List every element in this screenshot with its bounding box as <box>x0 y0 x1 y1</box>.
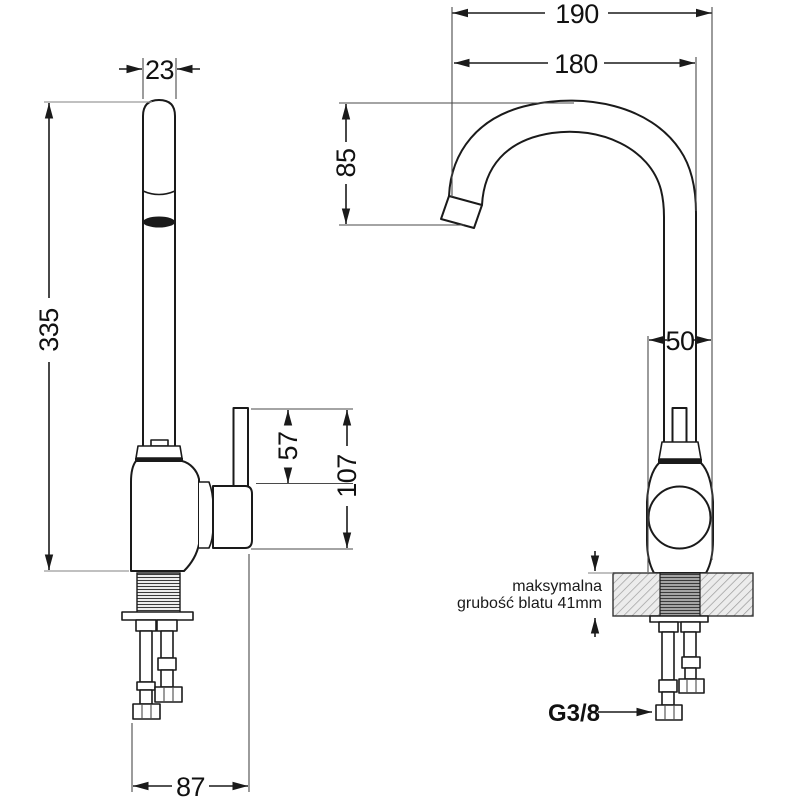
gooseneck-outer <box>449 101 696 442</box>
collar-front <box>659 442 701 459</box>
hose-coupling <box>682 657 700 668</box>
hose-end-nut <box>133 704 160 719</box>
dim-107-label: 107 <box>332 454 362 498</box>
dim-spout-diameter <box>119 55 200 99</box>
dim-50-label: 50 <box>665 326 695 356</box>
hose-stud <box>136 620 156 631</box>
hose-coupling <box>137 682 155 690</box>
hose-pipe <box>161 670 173 687</box>
front-view <box>441 101 753 720</box>
aerator-outlet <box>143 217 175 228</box>
side-view <box>122 100 252 719</box>
hose-coupling <box>659 680 677 692</box>
collar-tab <box>151 440 168 446</box>
counter-note-line1: maksymalna <box>512 578 602 595</box>
handle-base <box>213 486 252 548</box>
dim-190-label: 190 <box>555 0 599 29</box>
hose-pipe <box>684 632 696 657</box>
dim-57-label: 57 <box>273 431 303 461</box>
thread-shank <box>137 573 180 614</box>
spout-tube-outline <box>143 100 175 446</box>
thread-size-label: G3/8 <box>548 700 601 727</box>
dim-85-label: 85 <box>331 148 361 178</box>
countertop-thickness-note <box>457 551 613 637</box>
supply-hose-right <box>155 620 182 702</box>
dim-180-label: 180 <box>554 49 598 79</box>
hose-pipe <box>140 631 152 682</box>
hose-pipe <box>140 690 152 704</box>
mounting-flange <box>122 612 193 620</box>
handle-lever <box>234 408 249 487</box>
hose-end-nut <box>155 687 182 702</box>
hose-stud <box>157 620 177 631</box>
counter-note-line2: grubość blatu 41mm <box>457 595 602 612</box>
dim-23-label: 23 <box>144 55 175 85</box>
thread-shank-front <box>660 573 700 616</box>
body-outline <box>131 461 199 571</box>
hose-pipe <box>662 692 674 705</box>
thread-callout <box>548 700 652 727</box>
hose-coupling <box>158 658 176 670</box>
hose-end-nut <box>656 705 682 720</box>
supply-hose-left-front <box>656 622 682 720</box>
handle-ball <box>649 487 711 549</box>
hose-stud <box>659 622 678 632</box>
supply-hose-right-front <box>679 622 704 693</box>
collar-nut <box>136 446 182 458</box>
handle-lever-front <box>673 408 687 444</box>
washer-plate <box>650 616 708 622</box>
hose-pipe <box>161 631 173 658</box>
hose-stud <box>681 622 700 632</box>
dim-lever-and-handle-height <box>251 409 362 549</box>
handle-mount-ring <box>199 482 213 548</box>
hose-pipe <box>662 632 674 680</box>
supply-hose-left <box>133 620 160 719</box>
dim-335-label: 335 <box>34 308 64 352</box>
hose-pipe <box>685 668 696 679</box>
hose-end-nut <box>679 679 704 693</box>
dim-87-label: 87 <box>175 772 206 800</box>
